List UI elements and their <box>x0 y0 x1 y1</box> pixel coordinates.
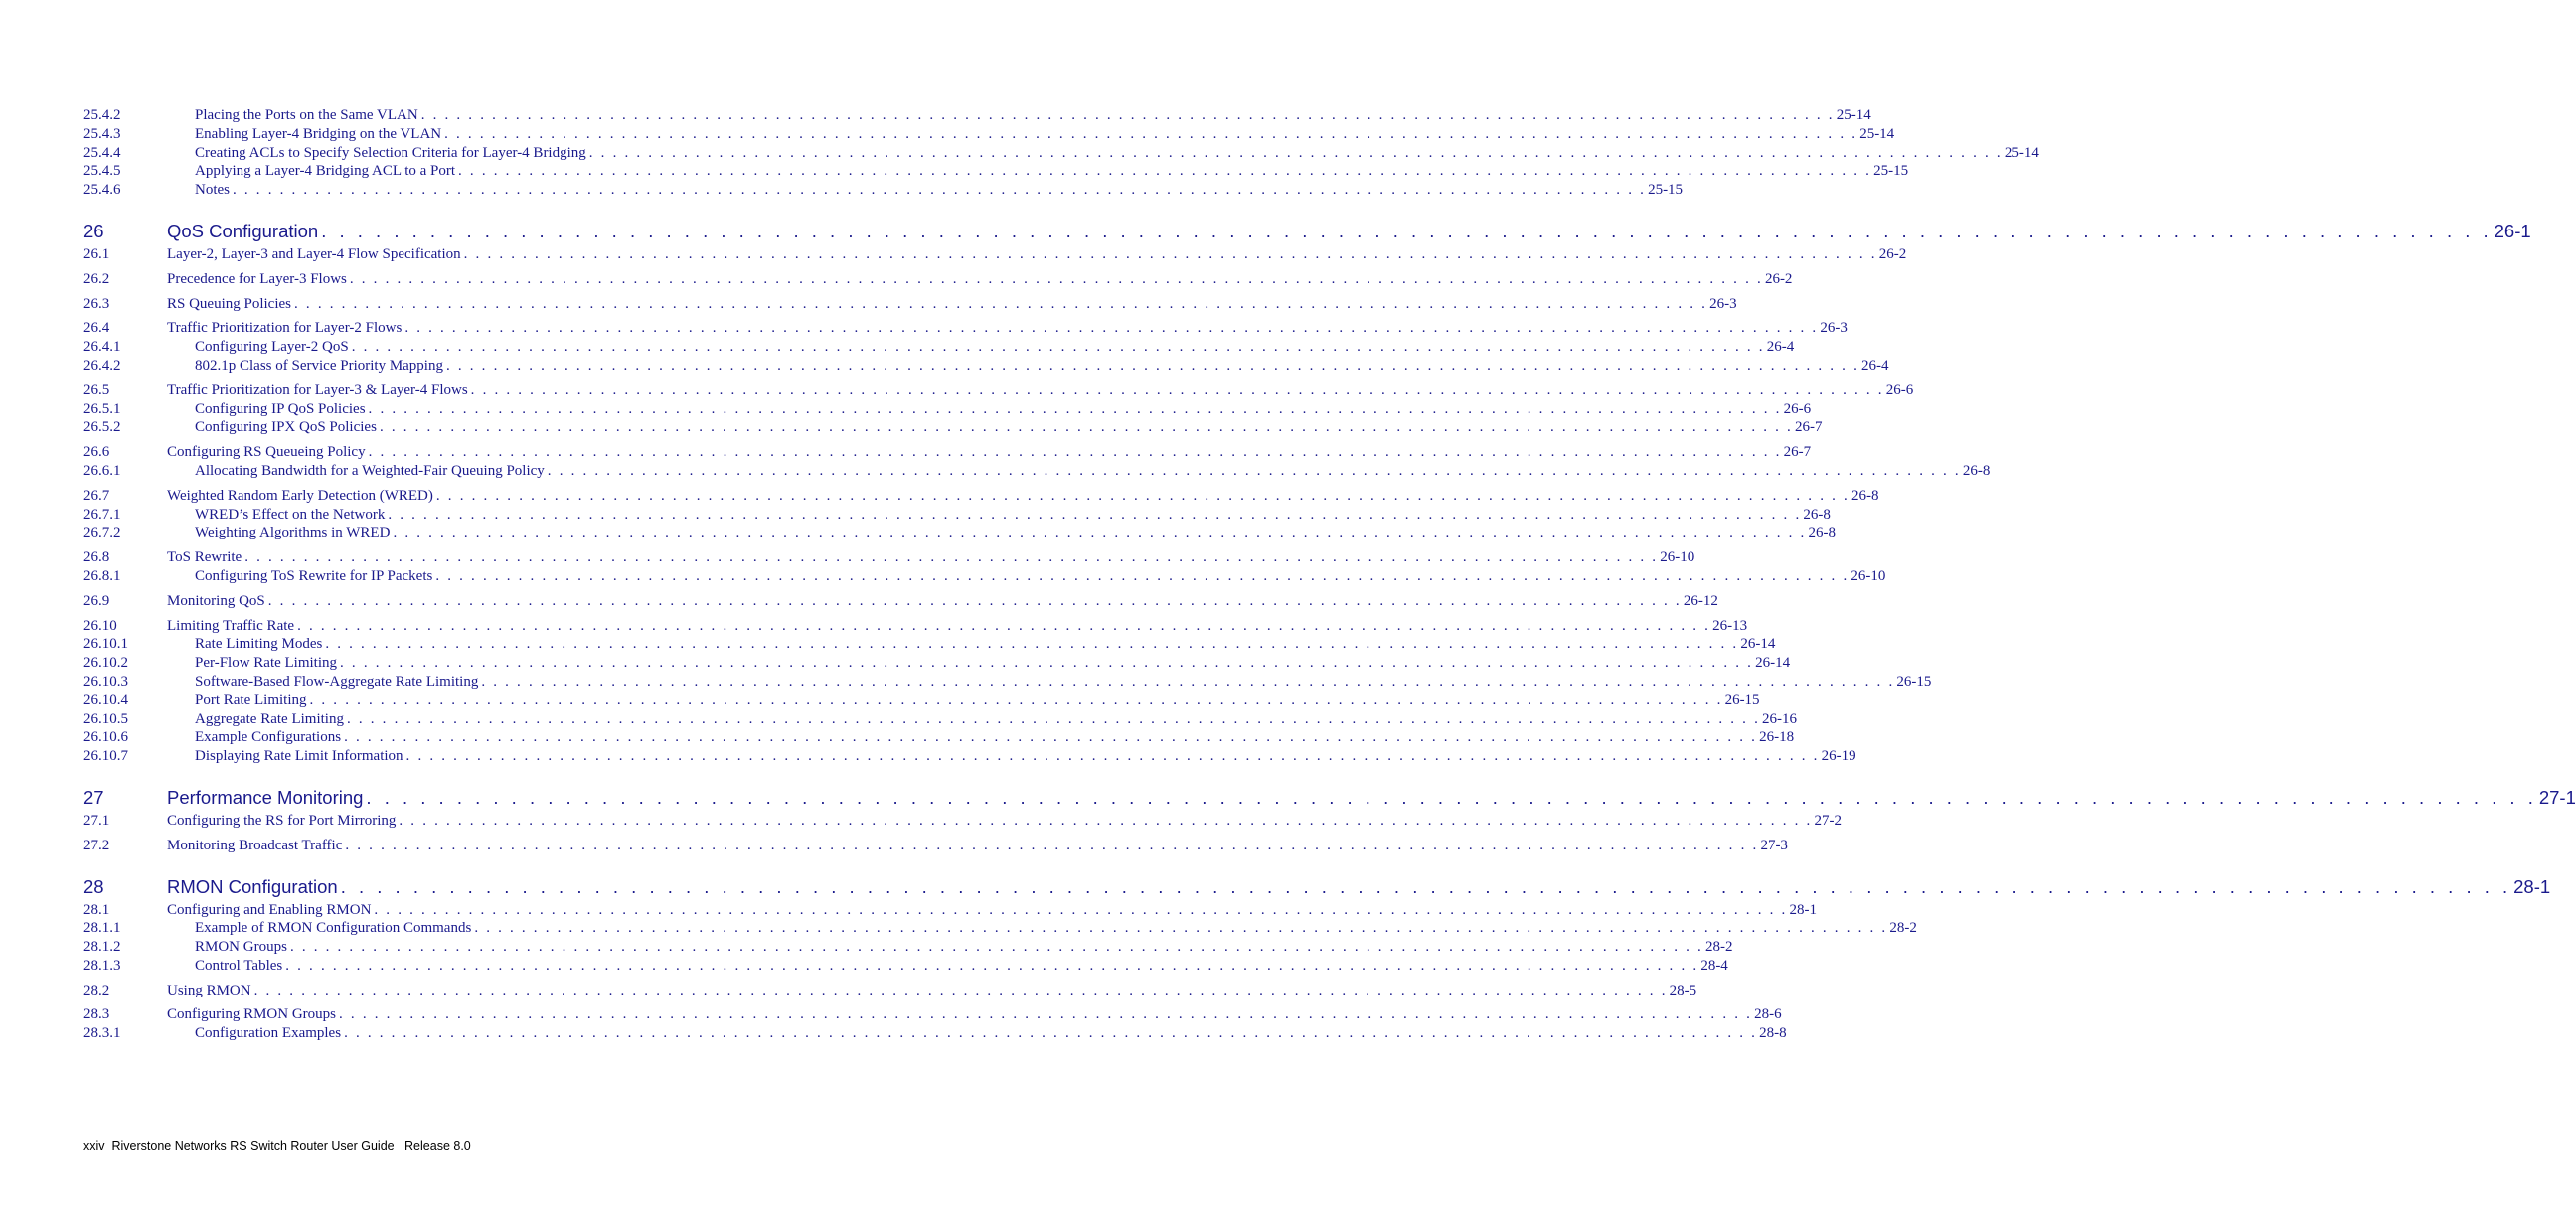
toc-entry[interactable] <box>83 728 1795 747</box>
dot-leader: . . . . . . . . . . . . . . . . . . . . . . . . . . . . . . . . . . . . . . . . . . . . . . . . . . . . . . . . . . . . . . . . . . . . . . . . . . . . . . . . . . . . . . . . . . . . . . . . . . . . . . . . . . . . . . . . . . . . . . . . <box>253 982 1668 998</box>
toc-entry-page: 26-18 <box>1759 729 1795 746</box>
toc-entry-number: 28.1.1 <box>83 920 121 937</box>
toc-entry[interactable] <box>83 443 1812 462</box>
toc-entry-number: 26.4.2 <box>83 357 121 374</box>
toc-entry-page: 25-14 <box>1859 125 1895 142</box>
toc-entry-link[interactable] <box>167 1005 1782 1024</box>
toc-entry-page: 26-4 <box>1766 339 1795 356</box>
toc-entry-link[interactable] <box>167 786 2576 810</box>
toc-entry-link[interactable] <box>195 691 1760 710</box>
toc-entry[interactable] <box>83 338 1795 357</box>
toc-entry-page: 27-3 <box>1760 837 1788 853</box>
toc-entry-title: Aggregate Rate Limiting <box>195 710 347 729</box>
toc-entry-number: 26 <box>83 220 104 241</box>
toc-entry-number: 26.7.2 <box>83 525 121 541</box>
toc-entry[interactable] <box>83 144 2039 163</box>
toc-entry-page: 26-8 <box>1808 525 1836 541</box>
toc-entry-title: Configuration Examples <box>195 1024 344 1043</box>
toc-entry-page: 26-3 <box>1709 295 1737 312</box>
toc-entry-page: 26-1 <box>2494 220 2531 241</box>
toc-entry[interactable] <box>83 181 1684 200</box>
toc-entry[interactable] <box>83 1024 1787 1043</box>
toc-entry[interactable] <box>83 357 1889 376</box>
toc-entry-title: Software-Based Flow-Aggregate Rate Limiting <box>195 673 481 691</box>
toc-entry[interactable] <box>83 487 1879 506</box>
toc-entry-number: 28 <box>83 875 104 897</box>
dot-leader: . . . . . . . . . . . . . . . . . . . . . . . . . . . . . . . . . . . . . . . . . . . . . . . . . . . . . . . . . . . . . . . . . . . . . . . . . . . . . . . . . . . . . . . . . . . . . . . . . . . . . . . . . . . . . . . . . . . . . . . . <box>325 636 1739 653</box>
toc-entry-page: 26-14 <box>1740 636 1776 653</box>
toc-entry-number: 26.10.1 <box>83 636 128 653</box>
toc-entry-page: 26-2 <box>1878 245 1907 262</box>
dot-leader: . . . . . . . . . . . . . . . . . . . . . . . . . . . . . . . . . . . . . . . . . . . . . . . . . . . . . . . . . . . . . . . . . . . . . . . . . . . . . . . . . . . . . . . . . . . . . . . . . . . . . . . . . . . . . . . . . . . . . . . . <box>297 617 1711 634</box>
toc-entry-number: 26.7.1 <box>83 506 121 523</box>
toc-entry-number: 28.1.3 <box>83 957 121 974</box>
toc-entry-title: Example Configurations <box>195 728 344 747</box>
toc-chapter-entry[interactable] <box>83 786 2576 810</box>
toc-entry[interactable] <box>83 548 1695 567</box>
dot-leader: . . . . . . . . . . . . . . . . . . . . . . . . . . . . . . . . . . . . . . . . . . . . . . . . . . . . . . . . . . . . . . . . . . . . . . . . . . . . . . . . . . . . . . . . . . . . . . . . . . . . . . . . . . . . . . . . . . . . . . . . <box>244 549 1659 566</box>
toc-entry-title: Traffic Prioritization for Layer-2 Flows <box>167 319 404 338</box>
toc-entry-link[interactable] <box>195 1024 1787 1043</box>
toc-entry-link[interactable] <box>167 592 1718 611</box>
toc-entry-link[interactable] <box>195 125 1895 144</box>
toc-entry[interactable] <box>83 319 1848 338</box>
toc-entry-page: 26-19 <box>1821 748 1856 765</box>
toc-entry-title: Displaying Rate Limit Information <box>195 747 406 766</box>
dot-leader: . . . . . . . . . . . . . . . . . . . . . . . . . . . . . . . . . . . . . . . . . . . . . . . . . . . . . . . . . . . . . . . . . . . . . . . . . . . . . . . . . . . . . . . . . . . . . . . . . . . . . . . . . . . . . . . . . . . . . . . . <box>344 1025 1758 1042</box>
toc-entry[interactable] <box>83 524 1836 542</box>
toc-entry-number: 26.10.3 <box>83 673 128 690</box>
toc-entry-link[interactable] <box>195 747 1856 766</box>
toc-entry-page: 26-8 <box>1851 487 1879 504</box>
dot-leader: . . . . . . . . . . . . . . . . . . . . . . . . . . . . . . . . . . . . . . . . . . . . . . . . . . . . . . . . . . . . . . . . . . . . . . . . . . . . . . . . . . . . . . . . . . . . . . . . . . . . . . . . . . . . . . . . . . . . . . . . <box>339 1006 1753 1023</box>
dot-leader: . . . . . . . . . . . . . . . . . . . . . . . . . . . . . . . . . . . . . . . . . . . . . . . . . . . . . . . . . . . . . . . . . . . . . . . . . . . . . . . . . . . . . . . . . . . . . . . . . . . . . . . . . . . . . . . . . . . . . . . . <box>444 125 1858 142</box>
toc-entry[interactable] <box>83 162 1909 181</box>
toc-entry-number: 28.2 <box>83 982 110 998</box>
toc-chapter-entry[interactable] <box>83 220 2531 243</box>
toc-entry-number: 25.4.4 <box>83 144 121 161</box>
toc-entry-page: 25-15 <box>1648 182 1684 199</box>
toc-entry-number: 26.5.1 <box>83 400 121 417</box>
toc-entry-page: 26-15 <box>1896 673 1932 690</box>
toc-entry[interactable] <box>83 710 1798 729</box>
toc-entry-number: 28.3.1 <box>83 1025 121 1042</box>
toc-entry-page: 28-2 <box>1889 920 1917 937</box>
toc-entry-number: 26.10 <box>83 617 117 634</box>
dot-leader: . . . . . . . . . . . . . . . . . . . . . . . . . . . . . . . . . . . . . . . . . . . . . . . . . . . . . . . . . . . . . . . . . . . . . . . . . . . . . . . . . . . . . . . . . . . . . . . . . . . . . . . . . . . . . . . . . . . . . . . . <box>588 144 2003 161</box>
dot-leader: . . . . . . . . . . . . . . . . . . . . . . . . . . . . . . . . . . . . . . . . . . . . . . . . . . . . . . . . . . . . . . . . . . . . . . . . . . . . . . . . . . . . . . . . . . . . . . . . . . . . . . . . . . . . . . . . . . . . . . . . <box>388 506 1802 523</box>
toc-entry-link[interactable] <box>167 220 2531 243</box>
toc-entry-link[interactable] <box>167 295 1737 314</box>
toc-entry-link[interactable] <box>195 418 1823 437</box>
toc-entry-link[interactable] <box>167 245 1907 264</box>
toc-entry-title: Configuring Layer-2 QoS <box>195 338 352 357</box>
toc-entry[interactable] <box>83 106 1871 125</box>
toc-entry-link[interactable] <box>167 875 2551 899</box>
toc-entry-number: 26.10.5 <box>83 710 128 727</box>
footer-page-number: xxiv <box>83 1139 105 1152</box>
toc-entry-title: Monitoring Broadcast Traffic <box>167 837 345 855</box>
dot-leader: . . . . . . . . . . . . . . . . . . . . . . . . . . . . . . . . . . . . . . . . . . . . . . . . . . . . . . . . . . . . . . . . . . . . . . . . . . . . . . . . . . . . . . . . . . . . . . . . . . . . . . . . . . . . . . . . . . . . . . . . <box>309 691 1723 708</box>
dot-leader: . . . . . . . . . . . . . . . . . . . . . . . . . . . . . . . . . . . . . . . . . . . . . . . . . . . . . . . . . . . . . . . . . . . . . . . . . . . . . . . . . . . . . . . . . . . . . . . . . . . . . . . . . . . . . . . . . . . . . . . . <box>346 710 1761 727</box>
toc-entry-page: 28-2 <box>1705 939 1733 956</box>
dot-leader: . . . . . . . . . . . . . . . . . . . . . . . . . . . . . . . . . . . . . . . . . . . . . . . . . . . . . . . . . . . . . . . . . . . . . . . . . . . . . . . . . . . . . . . . . . . . . . . . . . . . . . . . . . . . . . . . . . . . . . . . <box>474 920 1888 937</box>
dot-leader: . . . . . . . . . . . . . . . . . . . . . . . . . . . . . . . . . . . . . . . . . . . . . . . . . . . . . . . . . . . . . . . . . . . . . . . . . . . . . . . . . . . . . . . . . . . . . . . . . . . . . . . . . . . . . . . . . . . . . . . . <box>349 270 1763 287</box>
toc-entry-link[interactable] <box>167 443 1812 462</box>
dot-leader: . . . . . . . . . . . . . . . . . . . . . . . . . . . . . . . . . . . . . . . . . . . . . . . . . . . . . . . . . . . . . . . . . . . . . . . . . . . . . . . . . . . . . . . . . . . . . . . . . . . . . . . . . . . . . . . . . . . . . . . . <box>458 163 1872 180</box>
toc-entry[interactable] <box>83 125 1895 144</box>
toc-entry-title: Notes <box>195 181 233 200</box>
toc-entry[interactable] <box>83 938 1733 957</box>
dot-leader: . . . . . . . . . . . . . . . . . . . . . . . . . . . . . . . . . . . . . . . . . . . . . . . . . . . . . . . . . . . . . . . . . . . . . . . . . . . . . . . . . . . . . . . . . . . . . . . . . . . . . . . . . . . . . . . . . . . . . . . . <box>345 837 1759 853</box>
dot-leader: . . . . . . . . . . . . . . . . . . . . . . . . . . . . . . . . . . . . . . . . . . . . . . . . . . . . . . . . . . . . . . . . . . . . . . . . . . . . . . . . . . . . . . . . . . . . . . . . . . . . . . . . . . . . . . . . . . . . . . . . <box>463 245 1877 262</box>
toc-entry-number: 25.4.3 <box>83 125 121 142</box>
toc-entry-page: 25-14 <box>2004 144 2039 161</box>
toc-entry[interactable] <box>83 691 1760 710</box>
toc-entry-title: RMON Configuration <box>167 875 341 899</box>
toc-entry-page: 26-14 <box>1755 655 1791 672</box>
table-of-contents <box>83 106 2576 1043</box>
toc-entry[interactable] <box>83 957 1728 976</box>
dot-leader: . . . . . . . . . . . . . . . . . . . . . . . . . . . . . . . . . . . . . . . . . . . . . . . . . . . . . . . . . . . . . . . . . . . . . . . . . . . . . . . . . . . . . . . . . . . . . . . . . . . . . . . . . . . . . . . . . . . . . . . . <box>547 462 1961 479</box>
toc-entry-title: Weighting Algorithms in WRED <box>195 524 393 542</box>
toc-entry-page: 25-14 <box>1836 107 1871 123</box>
toc-entry-title: Configuring and Enabling RMON <box>167 901 374 920</box>
toc-entry-page: 28-6 <box>1754 1006 1782 1023</box>
toc-entry-title: Enabling Layer-4 Bridging on the VLAN <box>195 125 444 144</box>
toc-entry-link[interactable] <box>167 382 1914 400</box>
toc-entry-page: 26-8 <box>1803 506 1831 523</box>
toc-entry-title: Example of RMON Configuration Commands <box>195 919 474 938</box>
dot-leader: . . . . . . . . . . . . . . . . . . . . . . . . . . . . . . . . . . . . . . . . . . . . . . . . . . . . . . . . . . . . . . . . . . . . . . . . . . . . . . . . . . . . . . . . . . . . . . . . . . . . . . . . . . . . . . . . . . . . . . . . <box>435 567 1850 584</box>
toc-entry[interactable] <box>83 747 1856 766</box>
toc-entry-title: 802.1p Class of Service Priority Mapping <box>195 357 446 376</box>
toc-entry[interactable] <box>83 837 1788 855</box>
toc-entry-title: Layer-2, Layer-3 and Layer-4 Flow Specification <box>167 245 464 264</box>
dot-leader: . . . . . . . . . . . . . . . . . . . . . . . . . . . . . . . . . . . . . . . . . . . . . . . . . . . . . . . . . . . . . . . . . . . . . . . . . . . . . . . . . . . . . . . . . . . . . . . . . . . . . . . . . . . . . . . . . . . . . . . . <box>366 786 2537 808</box>
toc-entry-page: 26-6 <box>1885 382 1914 398</box>
toc-entry-title: Configuring RMON Groups <box>167 1005 339 1024</box>
toc-entry-link[interactable] <box>167 812 1842 831</box>
toc-entry-title: RS Queuing Policies <box>167 295 294 314</box>
toc-entry-page: 27-2 <box>1814 812 1842 829</box>
toc-entry-title: Creating ACLs to Specify Selection Criteria for Layer-4 Bridging <box>195 144 589 163</box>
toc-entry[interactable] <box>83 812 1842 831</box>
toc-entry-page: 28-1 <box>1789 901 1817 918</box>
toc-entry[interactable] <box>83 1005 1782 1024</box>
toc-entry-page: 26-8 <box>1962 462 1991 479</box>
toc-entry-number: 26.6.1 <box>83 462 121 479</box>
toc-entry-number: 28.1 <box>83 901 110 918</box>
toc-entry-title: Configuring IP QoS Policies <box>195 400 369 419</box>
toc-entry-title: WRED’s Effect on the Network <box>195 506 388 525</box>
toc-entry-page: 26-7 <box>1783 444 1812 461</box>
toc-entry-title: Placing the Ports on the Same VLAN <box>195 106 421 125</box>
toc-entry-number: 26.8 <box>83 549 110 566</box>
toc-entry-link[interactable] <box>195 728 1795 747</box>
toc-entry-link[interactable] <box>195 919 1917 938</box>
toc-entry-link[interactable] <box>167 617 1748 636</box>
toc-entry-number: 26.10.7 <box>83 748 128 765</box>
dot-leader: . . . . . . . . . . . . . . . . . . . . . . . . . . . . . . . . . . . . . . . . . . . . . . . . . . . . . . . . . . . . . . . . . . . . . . . . . . . . . . . . . . . . . . . . . . . . . . . . . . . . . . . . . . . . . . . . . . . . . . . . <box>368 444 1782 461</box>
dot-leader: . . . . . . . . . . . . . . . . . . . . . . . . . . . . . . . . . . . . . . . . . . . . . . . . . . . . . . . . . . . . . . . . . . . . . . . . . . . . . . . . . . . . . . . . . . . . . . . . . . . . . . . . . . . . . . . . . . . . . . . . <box>470 382 1884 398</box>
toc-entry-title: RMON Groups <box>195 938 290 957</box>
toc-entry-title: Precedence for Layer-3 Flows <box>167 270 350 289</box>
toc-entry-title: Per-Flow Rate Limiting <box>195 654 340 673</box>
toc-entry-number: 26.10.6 <box>83 729 128 746</box>
toc-entry-link[interactable] <box>195 524 1836 542</box>
toc-chapter-entry[interactable] <box>83 875 2551 899</box>
toc-entry-number: 26.3 <box>83 295 110 312</box>
toc-entry[interactable] <box>83 418 1823 437</box>
toc-entry[interactable] <box>83 673 1932 691</box>
dot-leader: . . . . . . . . . . . . . . . . . . . . . . . . . . . . . . . . . . . . . . . . . . . . . . . . . . . . . . . . . . . . . . . . . . . . . . . . . . . . . . . . . . . . . . . . . . . . . . . . . . . . . . . . . . . . . . . . . . . . . . . . <box>267 592 1682 609</box>
toc-entry-page: 28-4 <box>1700 957 1728 974</box>
toc-entry[interactable] <box>83 654 1791 673</box>
toc-entry-link[interactable] <box>195 567 1886 586</box>
toc-entry-number: 27.2 <box>83 837 110 853</box>
toc-entry-number: 26.4 <box>83 320 110 337</box>
toc-entry-title: Rate Limiting Modes <box>195 635 325 654</box>
toc-entry-number: 25.4.5 <box>83 163 121 180</box>
dot-leader: . . . . . . . . . . . . . . . . . . . . . . . . . . . . . . . . . . . . . . . . . . . . . . . . . . . . . . . . . . . . . . . . . . . . . . . . . . . . . . . . . . . . . . . . . . . . . . . . . . . . . . . . . . . . . . . . . . . . . . . . <box>374 901 1788 918</box>
toc-entry-number: 28.1.2 <box>83 939 121 956</box>
toc-entry-link[interactable] <box>195 710 1798 729</box>
dot-leader: . . . . . . . . . . . . . . . . . . . . . . . . . . . . . . . . . . . . . . . . . . . . . . . . . . . . . . . . . . . . . . . . . . . . . . . . . . . . . . . . . . . . . . . . . . . . . . . . . . . . . . . . . . . . . . . . . . . . . . . . <box>393 525 1807 541</box>
footer-release: Release 8.0 <box>404 1139 471 1152</box>
toc-entry-title: Configuring ToS Rewrite for IP Packets <box>195 567 435 586</box>
toc-entry-link[interactable] <box>195 400 1812 419</box>
footer-book-title: Riverstone Networks RS Switch Router User Guide <box>111 1139 395 1152</box>
toc-entry[interactable] <box>83 567 1886 586</box>
dot-leader: . . . . . . . . . . . . . . . . . . . . . . . . . . . . . . . . . . . . . . . . . . . . . . . . . . . . . . . . . . . . . . . . . . . . . . . . . . . . . . . . . . . . . . . . . . . . . . . . . . . . . . . . . . . . . . . . . . . . . . . . <box>445 357 1860 374</box>
dot-leader: . . . . . . . . . . . . . . . . . . . . . . . . . . . . . . . . . . . . . . . . . . . . . . . . . . . . . . . . . . . . . . . . . . . . . . . . . . . . . . . . . . . . . . . . . . . . . . . . . . . . . . . . . . . . . . . . . . . . . . . . <box>481 673 1895 690</box>
toc-entry[interactable] <box>83 245 1907 264</box>
toc-entry-page: 26-4 <box>1861 357 1889 374</box>
toc-entry[interactable] <box>83 617 1748 636</box>
toc-entry-link[interactable] <box>167 548 1695 567</box>
toc-entry-link[interactable] <box>167 487 1879 506</box>
toc-entry-number: 26.8.1 <box>83 567 121 584</box>
toc-entry[interactable] <box>83 592 1718 611</box>
toc-entry[interactable] <box>83 506 1831 525</box>
toc-entry-title: Performance Monitoring <box>167 786 366 810</box>
toc-entry-title: Port Rate Limiting <box>195 691 310 710</box>
toc-entry-link[interactable] <box>195 938 1733 957</box>
toc-entry-page: 26-2 <box>1764 270 1793 287</box>
toc-entry-link[interactable] <box>195 635 1776 654</box>
toc-entry[interactable] <box>83 295 1737 314</box>
toc-entry-link[interactable] <box>195 162 1909 181</box>
toc-entry-link[interactable] <box>167 982 1697 1000</box>
dot-leader: . . . . . . . . . . . . . . . . . . . . . . . . . . . . . . . . . . . . . . . . . . . . . . . . . . . . . . . . . . . . . . . . . . . . . . . . . . . . . . . . . . . . . . . . . . . . . . . . . . . . . . . . . . . . . . . . . . . . . . . . <box>379 419 1793 436</box>
toc-entry-title: QoS Configuration <box>167 220 321 243</box>
toc-entry[interactable] <box>83 901 1817 920</box>
toc-entry-number: 26.9 <box>83 592 110 609</box>
page-footer <box>83 1139 471 1152</box>
toc-entry-number: 25.4.6 <box>83 182 121 199</box>
toc-entry-link[interactable] <box>195 462 1991 481</box>
toc-entry-title: Configuring the RS for Port Mirroring <box>167 812 399 831</box>
toc-entry-page: 26-13 <box>1712 617 1748 634</box>
dot-leader: . . . . . . . . . . . . . . . . . . . . . . . . . . . . . . . . . . . . . . . . . . . . . . . . . . . . . . . . . . . . . . . . . . . . . . . . . . . . . . . . . . . . . . . . . . . . . . . . . . . . . . . . . . . . . . . . . . . . . . . . <box>294 295 1708 312</box>
toc-entry[interactable] <box>83 982 1697 1000</box>
toc-entry-link[interactable] <box>195 673 1932 691</box>
toc-entry-title: Control Tables <box>195 957 285 976</box>
toc-entry-page: 26-7 <box>1795 419 1823 436</box>
toc-entry-link[interactable] <box>167 901 1817 920</box>
toc-entry-title: Configuring RS Queueing Policy <box>167 443 369 462</box>
toc-entry-link[interactable] <box>195 506 1831 525</box>
toc-entry-title: Applying a Layer-4 Bridging ACL to a Port <box>195 162 458 181</box>
toc-entry[interactable] <box>83 382 1914 400</box>
dot-leader: . . . . . . . . . . . . . . . . . . . . . . . . . . . . . . . . . . . . . . . . . . . . . . . . . . . . . . . . . . . . . . . . . . . . . . . . . . . . . . . . . . . . . . . . . . . . . . . . . . . . . . . . . . . . . . . . . . . . . . . . <box>321 220 2493 241</box>
dot-leader: . . . . . . . . . . . . . . . . . . . . . . . . . . . . . . . . . . . . . . . . . . . . . . . . . . . . . . . . . . . . . . . . . . . . . . . . . . . . . . . . . . . . . . . . . . . . . . . . . . . . . . . . . . . . . . . . . . . . . . . . <box>420 107 1835 123</box>
dot-leader: . . . . . . . . . . . . . . . . . . . . . . . . . . . . . . . . . . . . . . . . . . . . . . . . . . . . . . . . . . . . . . . . . . . . . . . . . . . . . . . . . . . . . . . . . . . . . . . . . . . . . . . . . . . . . . . . . . . . . . . . <box>399 812 1813 829</box>
toc-entry-link[interactable] <box>195 957 1728 976</box>
toc-entry-page: 26-6 <box>1783 400 1812 417</box>
toc-entry-page: 26-15 <box>1724 691 1760 708</box>
toc-entry-number: 26.10.4 <box>83 691 128 708</box>
dot-leader: . . . . . . . . . . . . . . . . . . . . . . . . . . . . . . . . . . . . . . . . . . . . . . . . . . . . . . . . . . . . . . . . . . . . . . . . . . . . . . . . . . . . . . . . . . . . . . . . . . . . . . . . . . . . . . . . . . . . . . . . <box>351 339 1765 356</box>
toc-entry-page: 27-1 <box>2538 786 2576 808</box>
toc-entry-link[interactable] <box>167 837 1788 855</box>
toc-entry-title: Weighted Random Early Detection (WRED) <box>167 487 436 506</box>
toc-entry-number: 26.7 <box>83 487 110 504</box>
toc-entry-page: 28-1 <box>2513 875 2551 897</box>
toc-entry-link[interactable] <box>195 338 1795 357</box>
toc-entry-number: 25.4.2 <box>83 107 121 123</box>
toc-entry-link[interactable] <box>195 106 1871 125</box>
toc-entry-page: 26-3 <box>1820 320 1848 337</box>
toc-entry-title: Using RMON <box>167 982 254 1000</box>
dot-leader: . . . . . . . . . . . . . . . . . . . . . . . . . . . . . . . . . . . . . . . . . . . . . . . . . . . . . . . . . . . . . . . . . . . . . . . . . . . . . . . . . . . . . . . . . . . . . . . . . . . . . . . . . . . . . . . . . . . . . . . . <box>285 957 1699 974</box>
toc-entry-title: Traffic Prioritization for Layer-3 & Layer-4 Flows <box>167 382 471 400</box>
toc-entry-number: 26.4.1 <box>83 339 121 356</box>
toc-entry-title: Configuring IPX QoS Policies <box>195 418 380 437</box>
dot-leader: . . . . . . . . . . . . . . . . . . . . . . . . . . . . . . . . . . . . . . . . . . . . . . . . . . . . . . . . . . . . . . . . . . . . . . . . . . . . . . . . . . . . . . . . . . . . . . . . . . . . . . . . . . . . . . . . . . . . . . . . <box>340 655 1754 672</box>
toc-entry-number: 26.2 <box>83 270 110 287</box>
toc-entry-title: Allocating Bandwidth for a Weighted-Fair Queuing Policy <box>195 462 548 481</box>
toc-entry-number: 26.10.2 <box>83 655 128 672</box>
toc-entry-title: Limiting Traffic Rate <box>167 617 297 636</box>
toc-entry-number: 26.5 <box>83 382 110 398</box>
toc-entry-link[interactable] <box>167 270 1793 289</box>
dot-leader: . . . . . . . . . . . . . . . . . . . . . . . . . . . . . . . . . . . . . . . . . . . . . . . . . . . . . . . . . . . . . . . . . . . . . . . . . . . . . . . . . . . . . . . . . . . . . . . . . . . . . . . . . . . . . . . . . . . . . . . . <box>405 748 1820 765</box>
toc-entry-number: 28.3 <box>83 1006 110 1023</box>
toc-entry-number: 26.5.2 <box>83 419 121 436</box>
toc-entry[interactable] <box>83 270 1793 289</box>
dot-leader: . . . . . . . . . . . . . . . . . . . . . . . . . . . . . . . . . . . . . . . . . . . . . . . . . . . . . . . . . . . . . . . . . . . . . . . . . . . . . . . . . . . . . . . . . . . . . . . . . . . . . . . . . . . . . . . . . . . . . . . . <box>435 487 1850 504</box>
toc-entry-link[interactable] <box>195 654 1791 673</box>
toc-entry-title: Monitoring QoS <box>167 592 268 611</box>
dot-leader: . . . . . . . . . . . . . . . . . . . . . . . . . . . . . . . . . . . . . . . . . . . . . . . . . . . . . . . . . . . . . . . . . . . . . . . . . . . . . . . . . . . . . . . . . . . . . . . . . . . . . . . . . . . . . . . . . . . . . . . . <box>368 400 1782 417</box>
toc-entry-number: 26.6 <box>83 444 110 461</box>
dot-leader: . . . . . . . . . . . . . . . . . . . . . . . . . . . . . . . . . . . . . . . . . . . . . . . . . . . . . . . . . . . . . . . . . . . . . . . . . . . . . . . . . . . . . . . . . . . . . . . . . . . . . . . . . . . . . . . . . . . . . . . . <box>404 320 1819 337</box>
toc-entry-page: 28-5 <box>1669 982 1697 998</box>
dot-leader: . . . . . . . . . . . . . . . . . . . . . . . . . . . . . . . . . . . . . . . . . . . . . . . . . . . . . . . . . . . . . . . . . . . . . . . . . . . . . . . . . . . . . . . . . . . . . . . . . . . . . . . . . . . . . . . . . . . . . . . . <box>344 729 1758 746</box>
toc-entry-page: 25-15 <box>1873 163 1909 180</box>
toc-entry-title: ToS Rewrite <box>167 548 244 567</box>
toc-entry-link[interactable] <box>195 181 1684 200</box>
toc-entry-page: 26-10 <box>1660 549 1695 566</box>
toc-entry[interactable] <box>83 400 1812 419</box>
toc-entry-page: 28-8 <box>1759 1025 1787 1042</box>
dot-leader: . . . . . . . . . . . . . . . . . . . . . . . . . . . . . . . . . . . . . . . . . . . . . . . . . . . . . . . . . . . . . . . . . . . . . . . . . . . . . . . . . . . . . . . . . . . . . . . . . . . . . . . . . . . . . . . . . . . . . . . . <box>340 875 2512 897</box>
dot-leader: . . . . . . . . . . . . . . . . . . . . . . . . . . . . . . . . . . . . . . . . . . . . . . . . . . . . . . . . . . . . . . . . . . . . . . . . . . . . . . . . . . . . . . . . . . . . . . . . . . . . . . . . . . . . . . . . . . . . . . . . <box>289 939 1703 956</box>
toc-entry-page: 26-10 <box>1851 567 1886 584</box>
toc-entry-number: 27 <box>83 786 104 808</box>
toc-entry-page: 26-16 <box>1762 710 1798 727</box>
toc-entry-link[interactable] <box>195 357 1889 376</box>
toc-entry[interactable] <box>83 919 1917 938</box>
dot-leader: . . . . . . . . . . . . . . . . . . . . . . . . . . . . . . . . . . . . . . . . . . . . . . . . . . . . . . . . . . . . . . . . . . . . . . . . . . . . . . . . . . . . . . . . . . . . . . . . . . . . . . . . . . . . . . . . . . . . . . . . <box>233 182 1647 199</box>
toc-entry-link[interactable] <box>195 144 2039 163</box>
toc-entry-page: 26-12 <box>1683 592 1718 609</box>
toc-entry[interactable] <box>83 462 1991 481</box>
toc-entry-number: 26.1 <box>83 245 110 262</box>
toc-entry-link[interactable] <box>167 319 1848 338</box>
toc-entry[interactable] <box>83 635 1776 654</box>
toc-entry-number: 27.1 <box>83 812 110 829</box>
